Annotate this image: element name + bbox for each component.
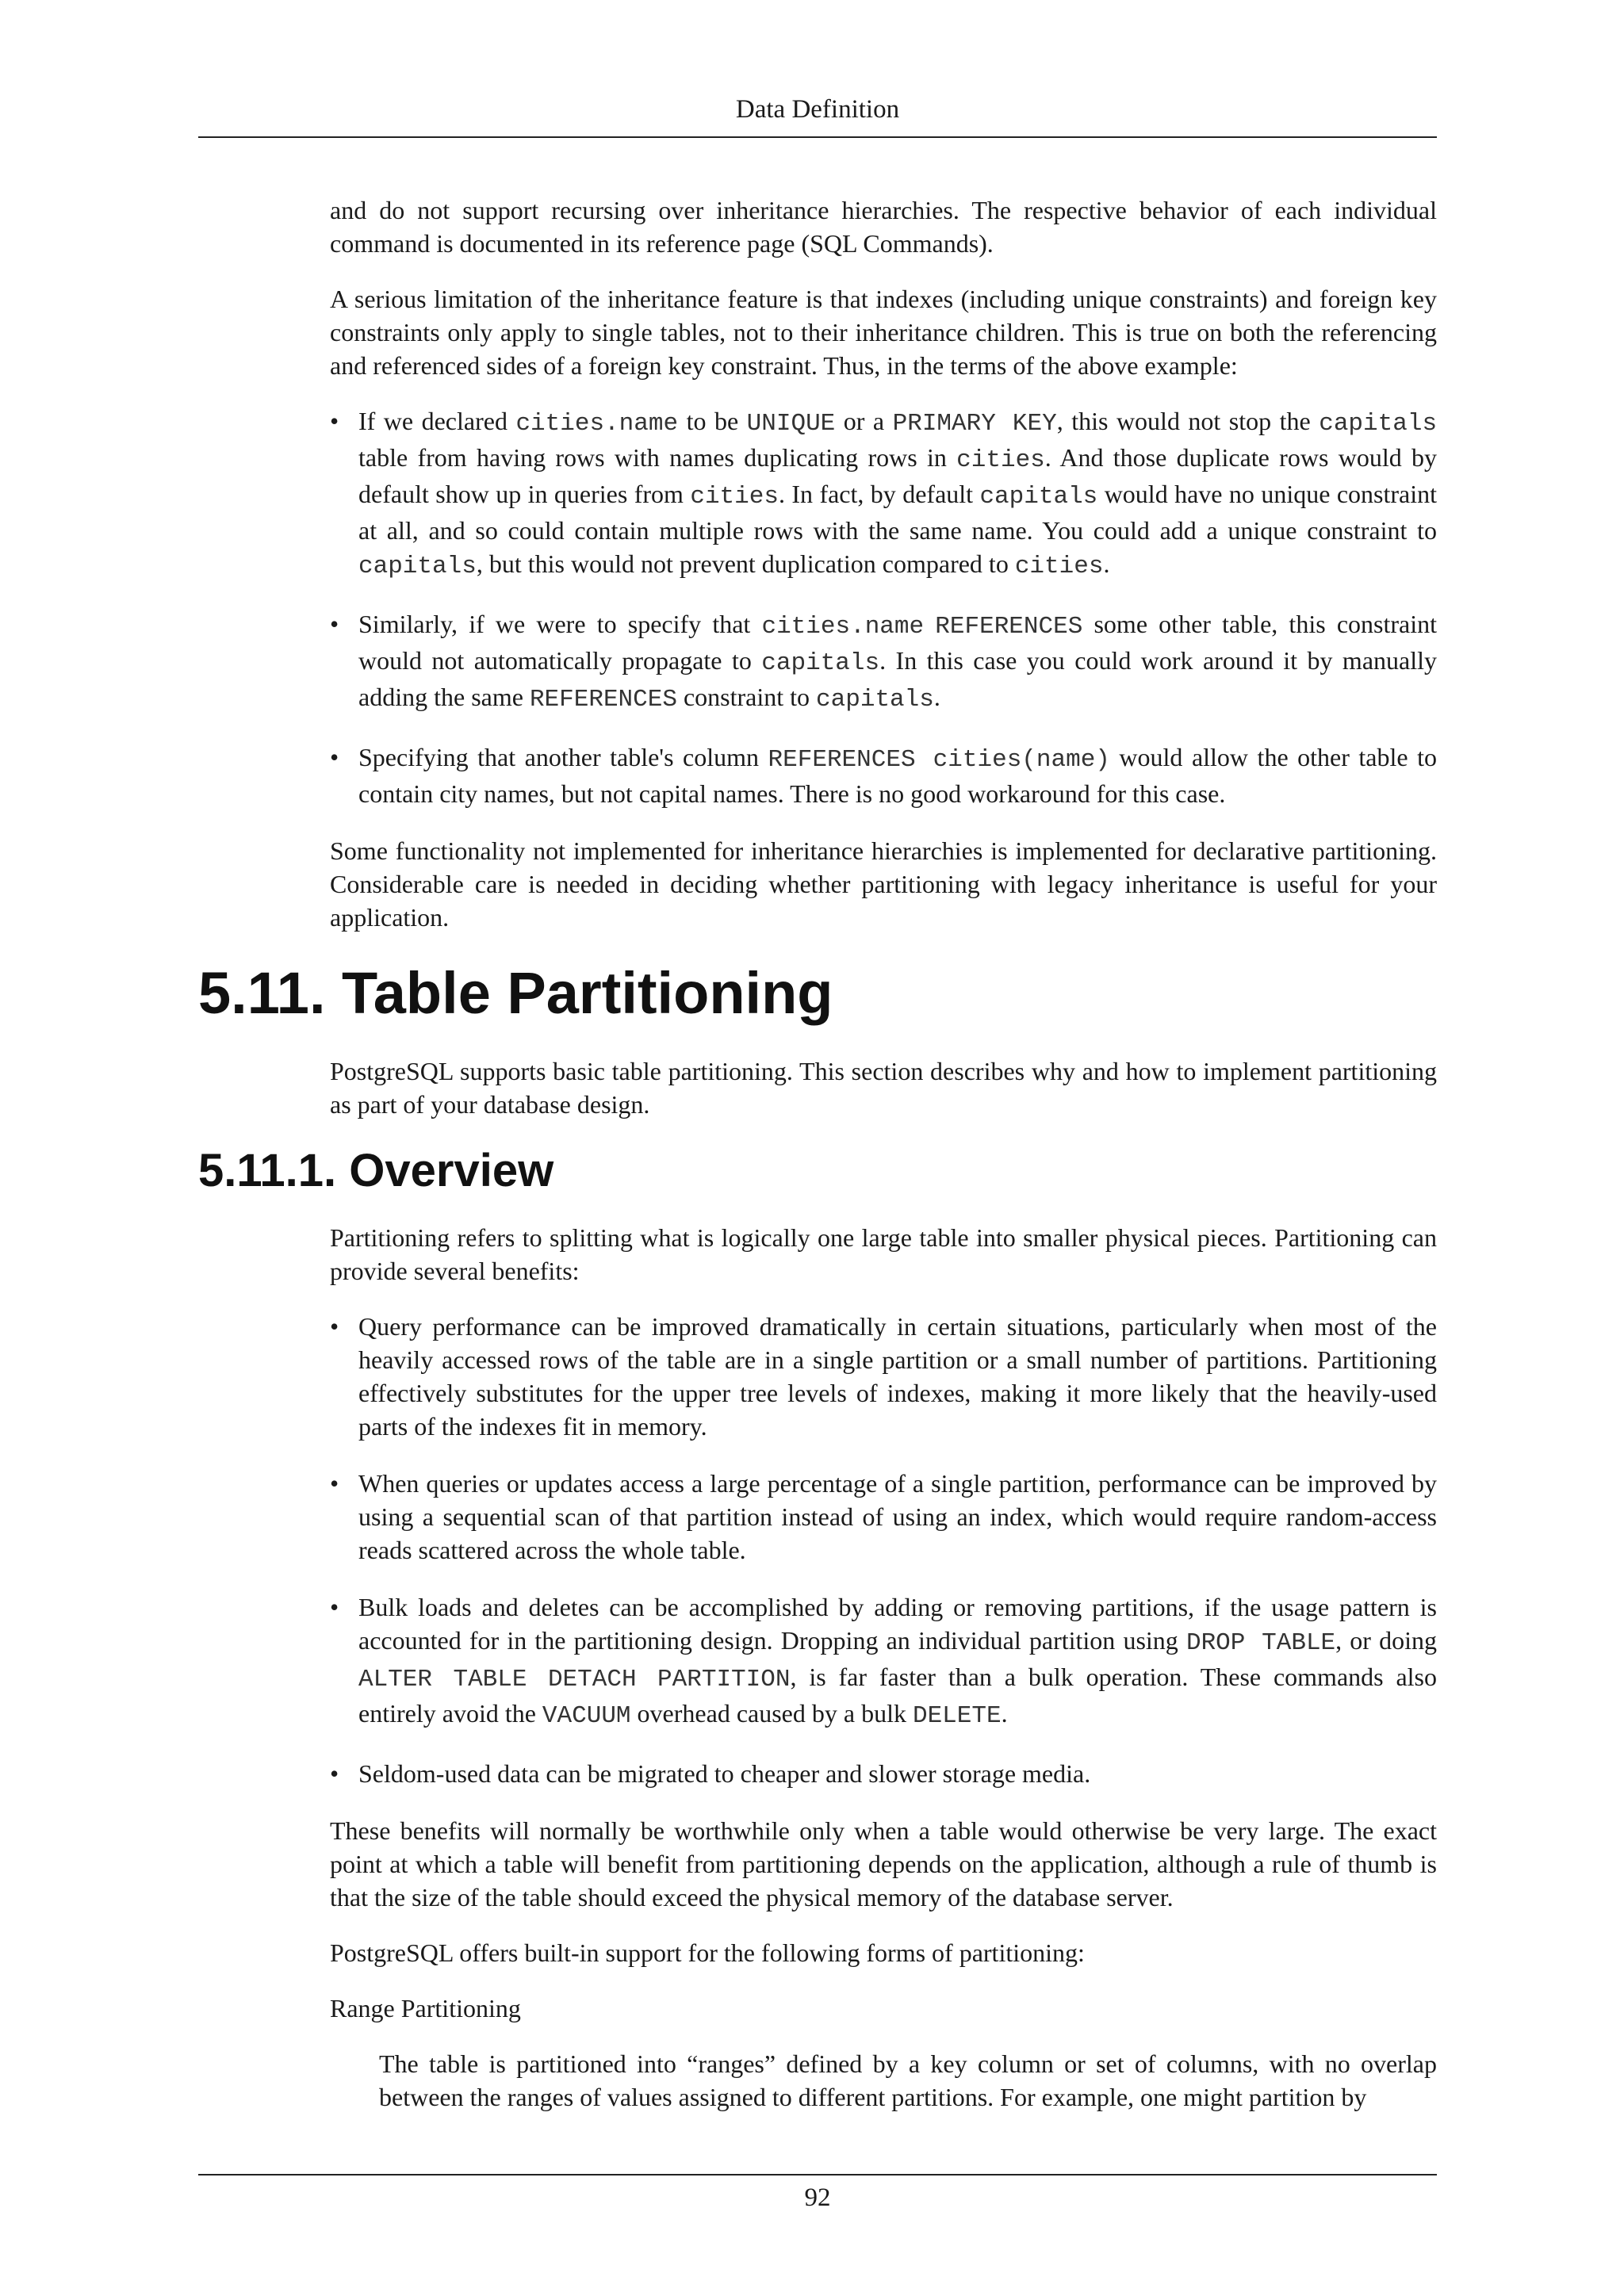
list-item [330,404,1437,584]
list-item-text: Similarly, if we were to specify that cities.name REFERENCES some other table, this constraint would not automatically propagate to capitals. In this case you could work around it by manually adding the same REFERENCES constraint to capitals. [358,610,1438,714]
list-item-text: Seldom-used data can be migrated to cheaper and slower storage media. [358,1759,1091,1788]
subsection-heading: 5.11.1. Overview [198,1145,554,1196]
header-rule [198,136,1437,138]
page-body [198,193,1438,2114]
overview-paragraph-2: These benefits will normally be worthwhile only when a table would otherwise be very large. The exact point at which a table will benefit from partitioning depends on the application, although a rule of thumb is that the size of the table should exceed the physical memory of the database server. [330,1816,1437,1911]
bullet-icon: • [330,1759,339,1788]
definition-description: The table is partitioned into “ranges” defined by a key column or set of columns, with no overlap between the ranges of values assigned to different partitions. For example, one might partition by [379,2049,1437,2111]
list-item-text: Specifying that another table's column REFERENCES cities(name) would allow the other table to contain city names, but not capital names. There is no good workaround for this case. [358,743,1438,808]
definition-term: Range Partitioning [330,1994,521,2022]
list-item-text: When queries or updates access a large percentage of a single partition, performance can be improved by using a sequential scan of that partition instead of using an index, which would require random-access reads scattered across the whole table. [358,1469,1437,1564]
list-item [330,1310,1437,1443]
list-item-text: Bulk loads and deletes can be accomplished by adding or removing partitions, if the usage pattern is accounted for in the partitioning design. Dropping an individual partition using DROP TABLE, or doing ALTER TABLE DETACH PARTITION, is far faster than a bulk operation. These commands also entirely avoid the VACUUM overhead caused by a bulk DELETE. [358,1593,1438,1730]
running-header: Data Definition [735,95,900,124]
list-item-text: If we declared cities.name to be UNIQUE or a PRIMARY KEY, this would not stop the capitals table from having rows with names duplicating rows in cities. And those duplicate rows would by default show up in queries from cities. In fact, by default capitals would have no unique constraint at all, and so could contain multiple rows with the same name. You could add a unique constraint to capitals, but this would not prevent duplication compared to cities. [358,407,1438,580]
section-heading: 5.11. Table Partitioning [198,960,833,1026]
list-item [330,740,1437,810]
bullet-icon: • [330,610,339,638]
list-item [330,607,1437,717]
limitations-list [330,404,1437,810]
intro-paragraph-2: A serious limitation of the inheritance feature is that indexes (including unique constraints) and foreign key constraints only apply to single tables, not to their inheritance children. This is true on both the referencing and referenced sides of a foreign key constraint. Thus, in the terms of the above example: [330,285,1437,380]
bullet-icon: • [330,1469,339,1498]
bullet-icon: • [330,1593,339,1621]
list-item [330,1757,1437,1790]
footer-rule [198,2174,1437,2175]
bullet-icon: • [330,1312,339,1341]
bullet-icon: • [330,407,339,435]
section-paragraph-1: PostgreSQL supports basic table partitioning. This section describes why and how to implement partitioning as part of your database design. [330,1057,1437,1119]
list-item [330,1590,1437,1733]
list-item-text: Query performance can be improved dramatically in certain situations, particularly when most of the heavily accessed rows of the table are in a single partition or a small number of partitions. Partitioning effectively substitutes for the upper tree levels of indexes, making it more likely that the heavily-used parts of the indexes fit in memory. [358,1312,1437,1441]
benefits-list [330,1310,1437,1790]
bullet-icon: • [330,743,339,771]
list-item [330,1467,1437,1567]
overview-paragraph-3: PostgreSQL offers built-in support for the following forms of partitioning: [330,1938,1085,1967]
page-number: 92 [804,2183,831,2212]
intro-paragraph-3: Some functionality not implemented for inheritance hierarchies is implemented for declarative partitioning. Considerable care is needed in deciding whether partitioning with legacy inheritance is useful for your application. [330,836,1437,932]
overview-paragraph-1: Partitioning refers to splitting what is logically one large table into smaller physical pieces. Partitioning can provide several benefits: [330,1223,1437,1285]
intro-paragraph-1: and do not support recursing over inheritance hierarchies. The respective behavior of each individual command is documented in its reference page (SQL Commands). [330,196,1437,258]
